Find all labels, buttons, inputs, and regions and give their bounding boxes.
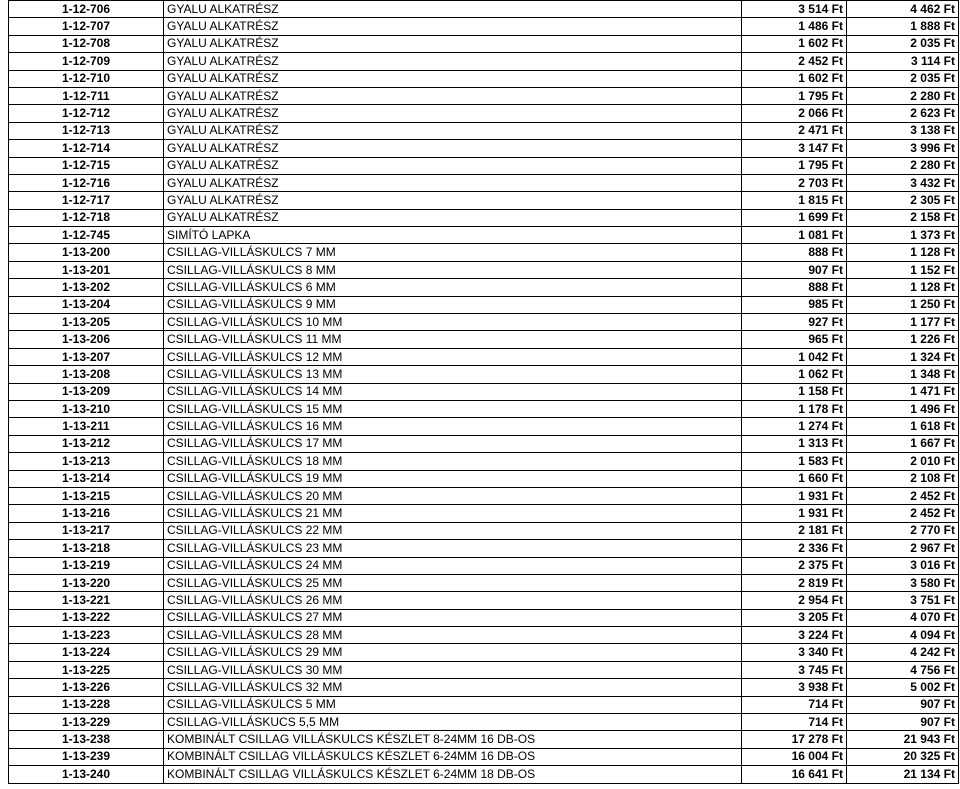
table-row	[9, 18, 959, 35]
gross-price-cell: 2 108 Ft	[847, 470, 959, 487]
net-price-cell: 3 514 Ft	[742, 1, 847, 18]
product-code-cell: 1-13-209	[9, 383, 164, 400]
gross-price-cell: 1 618 Ft	[847, 418, 959, 435]
product-name-cell: GYALU ALKATRÉSZ	[164, 192, 742, 209]
product-code-cell: 1-13-222	[9, 609, 164, 626]
product-code-cell: 1-12-714	[9, 140, 164, 157]
table-row	[9, 574, 959, 591]
gross-price-cell: 4 094 Ft	[847, 627, 959, 644]
product-code-cell: 1-12-712	[9, 105, 164, 122]
product-code-cell: 1-13-226	[9, 679, 164, 696]
gross-price-cell: 2 035 Ft	[847, 70, 959, 87]
net-price-cell: 2 471 Ft	[742, 122, 847, 139]
net-price-cell: 3 147 Ft	[742, 140, 847, 157]
gross-price-cell: 1 128 Ft	[847, 244, 959, 261]
gross-price-cell: 2 010 Ft	[847, 453, 959, 470]
table-row	[9, 105, 959, 122]
net-price-cell: 2 066 Ft	[742, 105, 847, 122]
product-name-cell: SIMÍTÓ LAPKA	[164, 227, 742, 244]
table-row	[9, 661, 959, 678]
product-name-cell: GYALU ALKATRÉSZ	[164, 1, 742, 18]
product-name-cell: GYALU ALKATRÉSZ	[164, 122, 742, 139]
product-code-cell: 1-13-215	[9, 487, 164, 504]
product-name-cell: CSILLAG-VILLÁSKULCS 29 MM	[164, 644, 742, 661]
product-code-cell: 1-13-212	[9, 435, 164, 452]
product-name-cell: CSILLAG-VILLÁSKULCS 7 MM	[164, 244, 742, 261]
gross-price-cell: 1 471 Ft	[847, 383, 959, 400]
table-row	[9, 157, 959, 174]
gross-price-cell: 2 770 Ft	[847, 522, 959, 539]
product-name-cell: GYALU ALKATRÉSZ	[164, 35, 742, 52]
product-name-cell: CSILLAG-VILLÁSKULCS 25 MM	[164, 574, 742, 591]
product-name-cell: CSILLAG-VILLÁSKULCS 15 MM	[164, 400, 742, 417]
gross-price-cell: 2 623 Ft	[847, 105, 959, 122]
net-price-cell: 3 745 Ft	[742, 661, 847, 678]
gross-price-cell: 1 667 Ft	[847, 435, 959, 452]
table-row	[9, 766, 959, 783]
product-name-cell: KOMBINÁLT CSILLAG VILLÁSKULCS KÉSZLET 8-24MM 16 DB-OS	[164, 731, 742, 748]
product-code-cell: 1-13-224	[9, 644, 164, 661]
net-price-cell: 965 Ft	[742, 331, 847, 348]
product-code-cell: 1-13-239	[9, 748, 164, 765]
product-name-cell: CSILLAG-VILLÁSKULCS 9 MM	[164, 296, 742, 313]
net-price-cell: 3 340 Ft	[742, 644, 847, 661]
product-name-cell: CSILLAG-VILLÁSKULCS 23 MM	[164, 540, 742, 557]
net-price-cell: 1 931 Ft	[742, 505, 847, 522]
table-row	[9, 70, 959, 87]
product-name-cell: CSILLAG-VILLÁSKULCS 17 MM	[164, 435, 742, 452]
product-code-cell: 1-13-223	[9, 627, 164, 644]
gross-price-cell: 2 452 Ft	[847, 505, 959, 522]
product-code-cell: 1-12-716	[9, 174, 164, 191]
product-code-cell: 1-12-718	[9, 209, 164, 226]
table-row	[9, 627, 959, 644]
net-price-cell: 2 375 Ft	[742, 557, 847, 574]
gross-price-cell: 4 462 Ft	[847, 1, 959, 18]
gross-price-cell: 4 242 Ft	[847, 644, 959, 661]
net-price-cell: 1 602 Ft	[742, 70, 847, 87]
table-row	[9, 174, 959, 191]
table-row	[9, 748, 959, 765]
net-price-cell: 16 004 Ft	[742, 748, 847, 765]
table-row	[9, 366, 959, 383]
net-price-cell: 1 660 Ft	[742, 470, 847, 487]
net-price-cell: 888 Ft	[742, 279, 847, 296]
net-price-cell: 3 205 Ft	[742, 609, 847, 626]
table-row	[9, 557, 959, 574]
net-price-cell: 3 224 Ft	[742, 627, 847, 644]
net-price-cell: 1 815 Ft	[742, 192, 847, 209]
product-name-cell: CSILLAG-VILLÁSKULCS 14 MM	[164, 383, 742, 400]
product-code-cell: 1-12-709	[9, 53, 164, 70]
table-row	[9, 140, 959, 157]
product-code-cell: 1-13-217	[9, 522, 164, 539]
net-price-cell: 1 931 Ft	[742, 487, 847, 504]
table-row	[9, 314, 959, 331]
table-row	[9, 279, 959, 296]
product-name-cell: GYALU ALKATRÉSZ	[164, 18, 742, 35]
table-row	[9, 696, 959, 713]
net-price-cell: 3 938 Ft	[742, 679, 847, 696]
product-name-cell: GYALU ALKATRÉSZ	[164, 209, 742, 226]
product-code-cell: 1-13-208	[9, 366, 164, 383]
net-price-cell: 985 Ft	[742, 296, 847, 313]
gross-price-cell: 1 373 Ft	[847, 227, 959, 244]
price-list-table	[8, 0, 959, 784]
table-row	[9, 331, 959, 348]
gross-price-cell: 3 016 Ft	[847, 557, 959, 574]
gross-price-cell: 2 158 Ft	[847, 209, 959, 226]
net-price-cell: 2 452 Ft	[742, 53, 847, 70]
net-price-cell: 2 181 Ft	[742, 522, 847, 539]
gross-price-cell: 21 943 Ft	[847, 731, 959, 748]
table-row	[9, 53, 959, 70]
gross-price-cell: 3 751 Ft	[847, 592, 959, 609]
net-price-cell: 714 Ft	[742, 714, 847, 731]
product-name-cell: CSILLAG-VILLÁSKULCS 22 MM	[164, 522, 742, 539]
product-name-cell: GYALU ALKATRÉSZ	[164, 70, 742, 87]
product-code-cell: 1-13-219	[9, 557, 164, 574]
product-code-cell: 1-13-240	[9, 766, 164, 783]
product-code-cell: 1-12-717	[9, 192, 164, 209]
table-row	[9, 418, 959, 435]
net-price-cell: 1 602 Ft	[742, 35, 847, 52]
product-code-cell: 1-13-225	[9, 661, 164, 678]
product-name-cell: GYALU ALKATRÉSZ	[164, 53, 742, 70]
product-code-cell: 1-12-745	[9, 227, 164, 244]
product-code-cell: 1-12-715	[9, 157, 164, 174]
product-name-cell: CSILLAG-VILLÁSKULCS 18 MM	[164, 453, 742, 470]
product-name-cell: GYALU ALKATRÉSZ	[164, 157, 742, 174]
net-price-cell: 1 062 Ft	[742, 366, 847, 383]
product-code-cell: 1-13-207	[9, 348, 164, 365]
product-name-cell: CSILLAG-VILLÁSKULCS 26 MM	[164, 592, 742, 609]
product-code-cell: 1-13-220	[9, 574, 164, 591]
product-name-cell: CSILLAG-VILLÁSKULCS 8 MM	[164, 261, 742, 278]
product-code-cell: 1-13-204	[9, 296, 164, 313]
product-name-cell: CSILLAG-VILLÁSKULCS 10 MM	[164, 314, 742, 331]
product-name-cell: GYALU ALKATRÉSZ	[164, 140, 742, 157]
gross-price-cell: 3 114 Ft	[847, 53, 959, 70]
product-code-cell: 1-13-218	[9, 540, 164, 557]
product-name-cell: CSILLAG-VILLÁSKULCS 27 MM	[164, 609, 742, 626]
gross-price-cell: 2 035 Ft	[847, 35, 959, 52]
gross-price-cell: 1 324 Ft	[847, 348, 959, 365]
product-code-cell: 1-13-216	[9, 505, 164, 522]
product-code-cell: 1-12-711	[9, 87, 164, 104]
table-row	[9, 383, 959, 400]
product-code-cell: 1-13-200	[9, 244, 164, 261]
net-price-cell: 16 641 Ft	[742, 766, 847, 783]
table-row	[9, 209, 959, 226]
gross-price-cell: 1 348 Ft	[847, 366, 959, 383]
gross-price-cell: 3 580 Ft	[847, 574, 959, 591]
product-name-cell: CSILLAG-VILLÁSKULCS 16 MM	[164, 418, 742, 435]
table-row	[9, 487, 959, 504]
product-name-cell: CSILLAG-VILLÁSKULCS 19 MM	[164, 470, 742, 487]
table-row	[9, 679, 959, 696]
table-row	[9, 644, 959, 661]
table-row	[9, 731, 959, 748]
gross-price-cell: 2 305 Ft	[847, 192, 959, 209]
product-code-cell: 1-12-713	[9, 122, 164, 139]
table-row	[9, 87, 959, 104]
gross-price-cell: 1 226 Ft	[847, 331, 959, 348]
product-name-cell: CSILLAG-VILLÁSKUCS 5,5 MM	[164, 714, 742, 731]
product-code-cell: 1-12-708	[9, 35, 164, 52]
price-list-body	[9, 1, 959, 784]
net-price-cell: 1 042 Ft	[742, 348, 847, 365]
net-price-cell: 1 699 Ft	[742, 209, 847, 226]
product-name-cell: CSILLAG-VILLÁSKULCS 30 MM	[164, 661, 742, 678]
table-row	[9, 592, 959, 609]
product-code-cell: 1-13-205	[9, 314, 164, 331]
net-price-cell: 2 336 Ft	[742, 540, 847, 557]
gross-price-cell: 1 250 Ft	[847, 296, 959, 313]
product-name-cell: GYALU ALKATRÉSZ	[164, 174, 742, 191]
product-code-cell: 1-13-213	[9, 453, 164, 470]
product-code-cell: 1-13-238	[9, 731, 164, 748]
table-row	[9, 35, 959, 52]
product-name-cell: GYALU ALKATRÉSZ	[164, 87, 742, 104]
table-row	[9, 227, 959, 244]
net-price-cell: 2 954 Ft	[742, 592, 847, 609]
gross-price-cell: 2 280 Ft	[847, 87, 959, 104]
product-code-cell: 1-13-211	[9, 418, 164, 435]
net-price-cell: 2 703 Ft	[742, 174, 847, 191]
product-name-cell: CSILLAG-VILLÁSKULCS 6 MM	[164, 279, 742, 296]
net-price-cell: 1 274 Ft	[742, 418, 847, 435]
net-price-cell: 1 313 Ft	[742, 435, 847, 452]
table-row	[9, 470, 959, 487]
gross-price-cell: 907 Ft	[847, 714, 959, 731]
table-row	[9, 453, 959, 470]
table-row	[9, 540, 959, 557]
product-name-cell: KOMBINÁLT CSILLAG VILLÁSKULCS KÉSZLET 6-24MM 16 DB-OS	[164, 748, 742, 765]
table-row	[9, 435, 959, 452]
gross-price-cell: 1 152 Ft	[847, 261, 959, 278]
table-row	[9, 1, 959, 18]
gross-price-cell: 2 967 Ft	[847, 540, 959, 557]
table-row	[9, 714, 959, 731]
product-code-cell: 1-13-228	[9, 696, 164, 713]
product-code-cell: 1-12-710	[9, 70, 164, 87]
product-name-cell: KOMBINÁLT CSILLAG VILLÁSKULCS KÉSZLET 6-24MM 18 DB-OS	[164, 766, 742, 783]
gross-price-cell: 4 756 Ft	[847, 661, 959, 678]
product-name-cell: CSILLAG-VILLÁSKULCS 21 MM	[164, 505, 742, 522]
product-code-cell: 1-13-206	[9, 331, 164, 348]
gross-price-cell: 1 177 Ft	[847, 314, 959, 331]
net-price-cell: 1 081 Ft	[742, 227, 847, 244]
gross-price-cell: 2 452 Ft	[847, 487, 959, 504]
product-name-cell: CSILLAG-VILLÁSKULCS 20 MM	[164, 487, 742, 504]
product-name-cell: CSILLAG-VILLÁSKULCS 24 MM	[164, 557, 742, 574]
gross-price-cell: 1 128 Ft	[847, 279, 959, 296]
product-code-cell: 1-12-707	[9, 18, 164, 35]
net-price-cell: 1 795 Ft	[742, 87, 847, 104]
table-row	[9, 192, 959, 209]
table-row	[9, 348, 959, 365]
table-row	[9, 261, 959, 278]
product-code-cell: 1-12-706	[9, 1, 164, 18]
table-row	[9, 122, 959, 139]
table-row	[9, 296, 959, 313]
net-price-cell: 1 158 Ft	[742, 383, 847, 400]
gross-price-cell: 21 134 Ft	[847, 766, 959, 783]
gross-price-cell: 3 138 Ft	[847, 122, 959, 139]
net-price-cell: 714 Ft	[742, 696, 847, 713]
table-row	[9, 400, 959, 417]
gross-price-cell: 2 280 Ft	[847, 157, 959, 174]
product-name-cell: CSILLAG-VILLÁSKULCS 13 MM	[164, 366, 742, 383]
net-price-cell: 2 819 Ft	[742, 574, 847, 591]
net-price-cell: 927 Ft	[742, 314, 847, 331]
table-row	[9, 522, 959, 539]
gross-price-cell: 1 496 Ft	[847, 400, 959, 417]
table-row	[9, 505, 959, 522]
product-name-cell: CSILLAG-VILLÁSKULCS 11 MM	[164, 331, 742, 348]
product-name-cell: CSILLAG-VILLÁSKULCS 12 MM	[164, 348, 742, 365]
product-name-cell: CSILLAG-VILLÁSKULCS 32 MM	[164, 679, 742, 696]
net-price-cell: 1 178 Ft	[742, 400, 847, 417]
table-row	[9, 244, 959, 261]
gross-price-cell: 4 070 Ft	[847, 609, 959, 626]
product-code-cell: 1-13-202	[9, 279, 164, 296]
product-name-cell: GYALU ALKATRÉSZ	[164, 105, 742, 122]
product-code-cell: 1-13-229	[9, 714, 164, 731]
product-code-cell: 1-13-201	[9, 261, 164, 278]
product-code-cell: 1-13-221	[9, 592, 164, 609]
gross-price-cell: 3 996 Ft	[847, 140, 959, 157]
product-name-cell: CSILLAG-VILLÁSKULCS 28 MM	[164, 627, 742, 644]
net-price-cell: 1 795 Ft	[742, 157, 847, 174]
product-name-cell: CSILLAG-VILLÁSKULCS 5 MM	[164, 696, 742, 713]
net-price-cell: 17 278 Ft	[742, 731, 847, 748]
gross-price-cell: 907 Ft	[847, 696, 959, 713]
gross-price-cell: 5 002 Ft	[847, 679, 959, 696]
gross-price-cell: 20 325 Ft	[847, 748, 959, 765]
net-price-cell: 1 486 Ft	[742, 18, 847, 35]
net-price-cell: 888 Ft	[742, 244, 847, 261]
product-code-cell: 1-13-210	[9, 400, 164, 417]
gross-price-cell: 1 888 Ft	[847, 18, 959, 35]
table-row	[9, 609, 959, 626]
net-price-cell: 1 583 Ft	[742, 453, 847, 470]
net-price-cell: 907 Ft	[742, 261, 847, 278]
product-code-cell: 1-13-214	[9, 470, 164, 487]
gross-price-cell: 3 432 Ft	[847, 174, 959, 191]
